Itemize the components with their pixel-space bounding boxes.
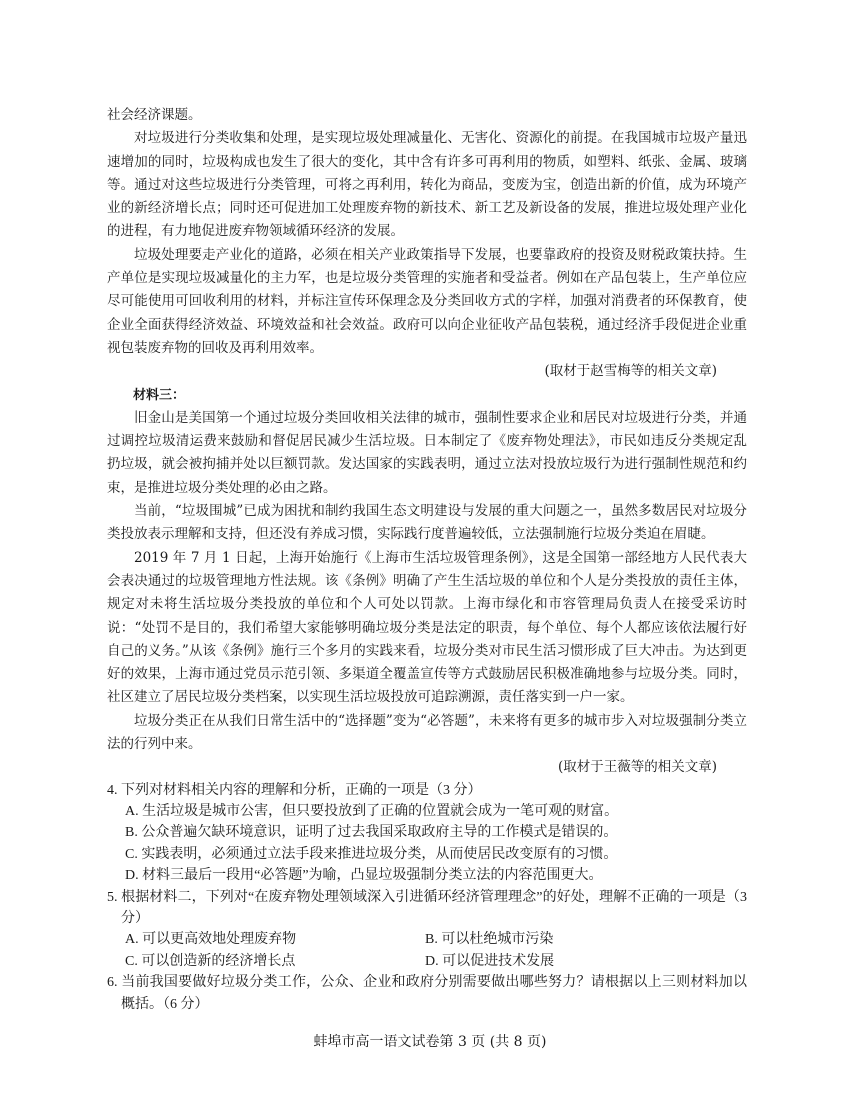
option-d: D. 可以促进技术发展 — [425, 953, 555, 969]
source-note: (取材于王薇等的相关文章) — [557, 759, 717, 776]
option-d: D. 材料三最后一段用“必答题”为喻，凸显垃圾强制分类立法的内容范围更大。 — [125, 868, 603, 884]
page-content — [107, 104, 747, 1015]
option-b: B. 可以杜绝城市污染 — [425, 932, 554, 948]
material-heading: 材料三： — [133, 387, 186, 403]
passage-paragraph: 2019 年 7 月 1 日起，上海开始施行《上海市生活垃圾管理条例》，这是全国第一部经地方人民代表大会表决通过的垃圾管理地方性法规。该《条例》明确了产生生活垃圾的单位和个人是分类投放的责任主体，规定对未将生活垃圾分类投放的单位和个人可处以罚款。上海市绿化和市容管理局负责人在接受采访时说：“处罚不是目的，我们希望大家能够明确垃圾分类是法定的职责，每个单位、每个人都应该依法履行好自己的义务。”从该《条例》施行三个多月的实践来看，垃圾分类对市民生活习惯形成了巨大冲击。为达到更好的效果，上海市通过党员示范引领、多渠道全覆盖宣传等方式鼓励居民积极准确地参与垃圾分类。同时，社区建立了居民垃圾分类档案，以实现生活垃圾投放可追踪溯源，责任落实到一户一家。 — [107, 549, 747, 706]
passage-paragraph: 垃圾处理要走产业化的道路，必须在相关产业政策指导下发展，也要靠政府的投资及财税政策扶持。生产单位是实现垃圾减量化的主力军，也是垃圾分类管理的实施者和受益者。例如在产品包装上，生产单位应尽可能使用可回收利用的材料，并标注宣传环保理念及分类回收方式的字样，加强对消费者的环保教育，使企业全面获得经济效益、环境效益和社会效益。政府可以向企业征收产品包装税，通过经济手段促进企业重视包装废弃物的回收及再利用效率。 — [107, 246, 747, 356]
option-b: B. 公众普遍欠缺环境意识，证明了过去我国采取政府主导的工作模式是错误的。 — [125, 825, 618, 841]
option-row — [107, 929, 747, 950]
source-note: (取材于赵雪梅等的相关文章) — [544, 363, 717, 380]
question-6 — [107, 972, 747, 1015]
passage-paragraph: 对垃圾进行分类收集和处理，是实现垃圾处理减量化、无害化、资源化的前提。在我国城市垃圾产量迅速增加的同时，垃圾构成也发生了很大的变化，其中含有许多可再利用的物质，如塑料、纸张、金属、玻璃等。通过对这些垃圾进行分类管理，可将之再利用，转化为商品，变废为宝，创造出新的价值，成为环境产业的新经济增长点；同时还可促进加工处理废弃物的新技术、新工艺及新设备的发展，推进垃圾处理产业化的进程，有力地促进废弃物领域循环经济的发展。 — [107, 130, 747, 240]
question-stem: 4. 下列对材料相关内容的理解和分析，正确的一项是（3 分） — [107, 782, 482, 798]
passage-paragraph: 社会经济课题。 — [107, 107, 202, 123]
page-footer: 蚌埠市高一语文试卷第 3 页 (共 8 页) — [313, 1034, 547, 1050]
option-a: A. 生活垃圾是城市公害，但只要投放到了正确的位置就会成为一笔可观的财富。 — [125, 804, 619, 820]
question-stem: 5. 根据材料二，下列对“在废弃物处理领域深入引进循环经济管理理念”的好处，理解不正确的一项是（3 分） — [107, 889, 747, 927]
passage-paragraph: 旧金山是美国第一个通过垃圾分类回收相关法律的城市，强制性要求企业和居民对垃圾进行分类，并通过调控垃圾清运费来鼓励和督促居民减少生活垃圾。日本制定了《废弃物处理法》，市民如违反分类规定乱扔垃圾，就会被拘捕并处以巨额罚款。发达国家的实践表明，通过立法对投放垃圾行为进行强制性规范和约束，是推进垃圾分类处理的必由之路。 — [107, 409, 747, 496]
question-4 — [107, 780, 747, 887]
option-c: C. 实践表明，必须通过立法手段来推进垃圾分类，从而使居民改变原有的习惯。 — [125, 846, 618, 862]
option-a: A. 可以更高效地处理废弃物 — [125, 932, 297, 948]
passage-paragraph: 当前，“垃圾围城”已成为困扰和制约我国生态文明建设与发展的重大问题之一，虽然多数居民对垃圾分类投放表示理解和支持，但还没有养成习惯，实际践行度普遍较低，立法强制施行垃圾分类迫在眉睫。 — [107, 503, 747, 543]
question-5 — [107, 887, 747, 973]
option-row — [107, 951, 747, 972]
option-c: C. 可以创造新的经济增长点 — [125, 953, 296, 969]
question-stem: 6. 当前我国要做好垃圾分类工作，公众、企业和政府分别需要做出哪些努力？请根据以上三则材料加以概括。（6 分） — [107, 975, 747, 1012]
passage-paragraph: 垃圾分类正在从我们日常生活中的“选择题”变为“必答题”，未来将有更多的城市步入对垃圾强制分类立法的行列中来。 — [107, 712, 747, 753]
